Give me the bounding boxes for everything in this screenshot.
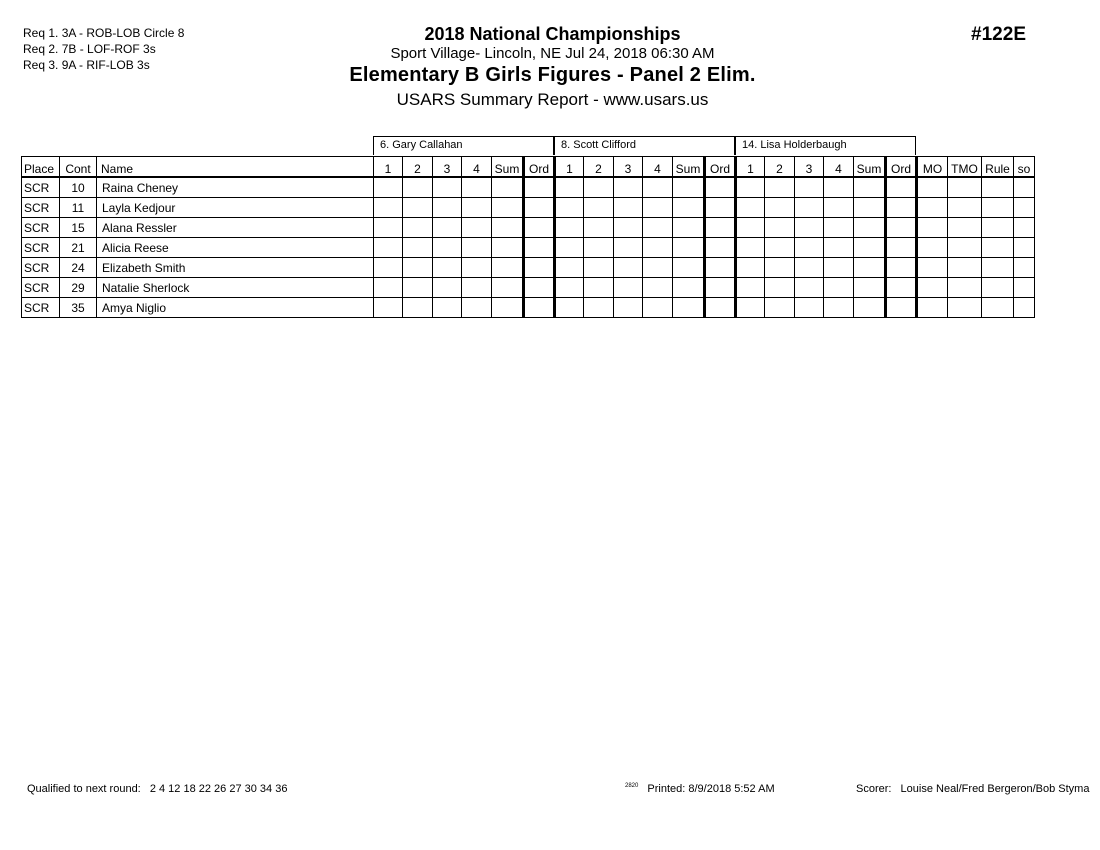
score-cell xyxy=(492,298,524,318)
col-header-rule: Rule xyxy=(982,157,1014,178)
col-header-judge1-3: 3 xyxy=(433,157,462,178)
score-cell xyxy=(433,298,462,318)
score-cell xyxy=(403,198,433,218)
printed-timestamp: Printed: 8/9/2018 5:52 AM xyxy=(647,783,775,795)
score-cell xyxy=(765,298,795,318)
score-cell xyxy=(433,238,462,258)
result-cell xyxy=(1014,238,1035,258)
score-cell xyxy=(824,258,854,278)
score-cell xyxy=(524,298,555,318)
scorer-line xyxy=(856,783,1089,795)
table-header-row xyxy=(22,157,1035,178)
score-cell xyxy=(705,258,736,278)
table-row xyxy=(22,218,1035,238)
score-cell xyxy=(555,298,584,318)
score-cell xyxy=(584,218,614,238)
score-cell xyxy=(736,278,765,298)
score-cell xyxy=(462,258,492,278)
table-row xyxy=(22,298,1035,318)
score-cell xyxy=(433,258,462,278)
score-cell xyxy=(614,177,643,198)
table-row xyxy=(22,177,1035,198)
cont-cell: 21 xyxy=(60,238,97,258)
col-header-judge3-sum: Sum xyxy=(854,157,886,178)
score-cell xyxy=(824,198,854,218)
score-cell xyxy=(555,238,584,258)
score-cell xyxy=(492,198,524,218)
score-cell xyxy=(886,278,917,298)
score-cell xyxy=(765,198,795,218)
score-cell xyxy=(705,177,736,198)
place-cell: SCR xyxy=(22,177,60,198)
scorer-names: Louise Neal/Fred Bergeron/Bob Styma xyxy=(900,783,1090,795)
result-cell xyxy=(1014,278,1035,298)
score-cell xyxy=(462,177,492,198)
score-cell xyxy=(795,258,824,278)
result-cell xyxy=(948,198,982,218)
score-cell xyxy=(462,298,492,318)
col-header-judge3-3: 3 xyxy=(795,157,824,178)
score-cell xyxy=(673,177,705,198)
score-cell xyxy=(433,177,462,198)
venue-date-line: Sport Village- Lincoln, NE Jul 24, 2018 06:30 AM xyxy=(390,45,715,62)
score-cell xyxy=(765,258,795,278)
score-cell xyxy=(705,298,736,318)
report-subtitle: USARS Summary Report - www.usars.us xyxy=(396,90,709,109)
score-cell xyxy=(736,258,765,278)
score-cell xyxy=(462,198,492,218)
col-header-judge2-4: 4 xyxy=(643,157,673,178)
score-cell xyxy=(524,278,555,298)
score-cell xyxy=(524,258,555,278)
score-cell xyxy=(403,238,433,258)
result-cell xyxy=(1014,258,1035,278)
col-header-judge1-4: 4 xyxy=(462,157,492,178)
col-header-judge1-sum: Sum xyxy=(492,157,524,178)
score-cell xyxy=(462,278,492,298)
result-cell xyxy=(948,218,982,238)
judge-header-2: 8. Scott Clifford xyxy=(554,136,735,155)
score-cell xyxy=(492,278,524,298)
score-cell xyxy=(374,278,403,298)
score-cell xyxy=(736,298,765,318)
name-cell: Natalie Sherlock xyxy=(97,278,374,298)
score-cell xyxy=(614,258,643,278)
score-cell xyxy=(555,177,584,198)
score-cell xyxy=(403,258,433,278)
score-cell xyxy=(886,177,917,198)
score-cell xyxy=(824,278,854,298)
print-code: 2820 xyxy=(625,783,639,789)
name-cell: Alicia Reese xyxy=(97,238,374,258)
name-cell: Raina Cheney xyxy=(97,177,374,198)
score-cell xyxy=(765,177,795,198)
score-cell xyxy=(374,258,403,278)
result-cell xyxy=(917,238,948,258)
name-cell: Alana Ressler xyxy=(97,218,374,238)
score-cell xyxy=(614,218,643,238)
score-cell xyxy=(795,278,824,298)
score-cell xyxy=(795,198,824,218)
requirement-2: Req 2. 7B - LOF-ROF 3s xyxy=(23,42,156,56)
score-cell xyxy=(614,298,643,318)
cont-cell: 29 xyxy=(60,278,97,298)
event-number: #122E xyxy=(971,24,1026,45)
score-cell xyxy=(854,278,886,298)
score-cell xyxy=(643,278,673,298)
result-cell xyxy=(917,298,948,318)
score-cell xyxy=(886,258,917,278)
place-cell: SCR xyxy=(22,238,60,258)
score-cell xyxy=(374,238,403,258)
score-cell xyxy=(643,238,673,258)
score-cell xyxy=(584,238,614,258)
col-header-judge3-1: 1 xyxy=(736,157,765,178)
result-cell xyxy=(982,238,1014,258)
requirement-3: Req 3. 9A - RIF-LOB 3s xyxy=(23,58,150,72)
score-cell xyxy=(795,177,824,198)
score-cell xyxy=(643,177,673,198)
score-cell xyxy=(524,177,555,198)
result-cell xyxy=(948,298,982,318)
qualified-numbers: 2 4 12 18 22 26 27 30 34 36 xyxy=(149,783,288,795)
score-cell xyxy=(643,298,673,318)
score-cell xyxy=(824,177,854,198)
score-cell xyxy=(374,198,403,218)
score-cell xyxy=(462,238,492,258)
score-cell xyxy=(854,298,886,318)
score-cell xyxy=(736,218,765,238)
score-cell xyxy=(555,198,584,218)
results-table xyxy=(21,156,1035,318)
score-cell xyxy=(673,258,705,278)
score-cell xyxy=(555,278,584,298)
score-cell xyxy=(433,278,462,298)
cont-cell: 10 xyxy=(60,177,97,198)
score-cell xyxy=(524,238,555,258)
cont-cell: 35 xyxy=(60,298,97,318)
col-header-judge2-3: 3 xyxy=(614,157,643,178)
score-cell xyxy=(765,218,795,238)
score-cell xyxy=(854,238,886,258)
result-cell xyxy=(982,298,1014,318)
col-header-judge2-ord: Ord xyxy=(705,157,736,178)
score-cell xyxy=(374,218,403,238)
result-cell xyxy=(948,258,982,278)
result-cell xyxy=(948,238,982,258)
score-cell xyxy=(403,278,433,298)
place-cell: SCR xyxy=(22,258,60,278)
score-cell xyxy=(673,198,705,218)
score-cell xyxy=(433,218,462,238)
cont-cell: 24 xyxy=(60,258,97,278)
col-header-mo: MO xyxy=(917,157,948,178)
col-header-judge2-1: 1 xyxy=(555,157,584,178)
score-cell xyxy=(795,298,824,318)
score-cell xyxy=(886,198,917,218)
qualified-line xyxy=(27,783,287,795)
col-header-name: Name xyxy=(97,157,374,178)
score-cell xyxy=(854,218,886,238)
report-title: 2018 National Championships xyxy=(424,24,681,44)
result-cell xyxy=(982,198,1014,218)
result-cell xyxy=(982,258,1014,278)
score-cell xyxy=(854,198,886,218)
cont-cell: 11 xyxy=(60,198,97,218)
place-cell: SCR xyxy=(22,278,60,298)
score-cell xyxy=(795,218,824,238)
score-cell xyxy=(824,218,854,238)
score-cell xyxy=(673,298,705,318)
cont-cell: 15 xyxy=(60,218,97,238)
result-cell xyxy=(917,218,948,238)
place-cell: SCR xyxy=(22,218,60,238)
requirements-list xyxy=(23,25,184,73)
score-cell xyxy=(854,177,886,198)
score-cell xyxy=(492,218,524,238)
score-cell xyxy=(736,238,765,258)
table-row xyxy=(22,258,1035,278)
score-cell xyxy=(854,258,886,278)
result-cell xyxy=(1014,218,1035,238)
col-header-judge3-2: 2 xyxy=(765,157,795,178)
table-row xyxy=(22,278,1035,298)
score-cell xyxy=(492,238,524,258)
score-cell xyxy=(765,278,795,298)
score-cell xyxy=(374,177,403,198)
score-cell xyxy=(886,298,917,318)
result-cell xyxy=(948,278,982,298)
score-cell xyxy=(765,238,795,258)
scorer-label: Scorer: xyxy=(856,783,892,795)
table-row xyxy=(22,238,1035,258)
score-cell xyxy=(614,198,643,218)
result-cell xyxy=(982,218,1014,238)
score-cell xyxy=(584,298,614,318)
score-cell xyxy=(705,218,736,238)
score-cell xyxy=(462,218,492,238)
score-cell xyxy=(524,198,555,218)
judge-header-1: 6. Gary Callahan xyxy=(373,136,554,155)
score-cell xyxy=(736,177,765,198)
score-cell xyxy=(524,218,555,238)
score-cell xyxy=(433,198,462,218)
score-cell xyxy=(492,258,524,278)
score-cell xyxy=(374,298,403,318)
score-cell xyxy=(584,258,614,278)
score-cell xyxy=(584,177,614,198)
result-cell xyxy=(948,177,982,198)
score-cell xyxy=(643,258,673,278)
col-header-judge2-sum: Sum xyxy=(673,157,705,178)
name-cell: Amya Niglio xyxy=(97,298,374,318)
score-cell xyxy=(673,218,705,238)
table-row xyxy=(22,198,1035,218)
col-header-cont: Cont xyxy=(60,157,97,178)
score-cell xyxy=(673,278,705,298)
score-cell xyxy=(614,238,643,258)
col-header-judge1-2: 2 xyxy=(403,157,433,178)
printed-line xyxy=(625,783,775,795)
score-cell xyxy=(403,177,433,198)
col-header-judge2-2: 2 xyxy=(584,157,614,178)
score-cell xyxy=(886,238,917,258)
col-header-judge3-ord: Ord xyxy=(886,157,917,178)
score-cell xyxy=(492,177,524,198)
col-header-place: Place xyxy=(22,157,60,178)
score-cell xyxy=(705,198,736,218)
result-cell xyxy=(982,177,1014,198)
result-cell xyxy=(917,198,948,218)
score-cell xyxy=(555,218,584,238)
score-cell xyxy=(886,218,917,238)
result-cell xyxy=(1014,298,1035,318)
result-cell xyxy=(917,258,948,278)
col-header-judge1-1: 1 xyxy=(374,157,403,178)
col-header-so: so xyxy=(1014,157,1035,178)
col-header-judge1-ord: Ord xyxy=(524,157,555,178)
score-cell xyxy=(403,218,433,238)
place-cell: SCR xyxy=(22,198,60,218)
score-cell xyxy=(673,238,705,258)
score-cell xyxy=(643,218,673,238)
result-cell xyxy=(1014,177,1035,198)
place-cell: SCR xyxy=(22,298,60,318)
score-cell xyxy=(795,238,824,258)
result-cell xyxy=(1014,198,1035,218)
qualified-label: Qualified to next round: xyxy=(27,783,141,795)
col-header-tmo: TMO xyxy=(948,157,982,178)
score-cell xyxy=(584,278,614,298)
score-cell xyxy=(824,298,854,318)
score-cell xyxy=(614,278,643,298)
score-cell xyxy=(705,278,736,298)
score-cell xyxy=(555,258,584,278)
score-cell xyxy=(705,238,736,258)
col-header-judge3-4: 4 xyxy=(824,157,854,178)
result-cell xyxy=(982,278,1014,298)
result-cell xyxy=(917,177,948,198)
score-cell xyxy=(824,238,854,258)
name-cell: Elizabeth Smith xyxy=(97,258,374,278)
result-cell xyxy=(917,278,948,298)
score-cell xyxy=(584,198,614,218)
name-cell: Layla Kedjour xyxy=(97,198,374,218)
score-cell xyxy=(736,198,765,218)
event-name: Elementary B Girls Figures - Panel 2 Elim. xyxy=(349,64,756,86)
score-cell xyxy=(403,298,433,318)
requirement-1: Req 1. 3A - ROB-LOB Circle 8 xyxy=(23,26,185,40)
judge-header-3: 14. Lisa Holderbaugh xyxy=(735,136,916,155)
score-cell xyxy=(643,198,673,218)
